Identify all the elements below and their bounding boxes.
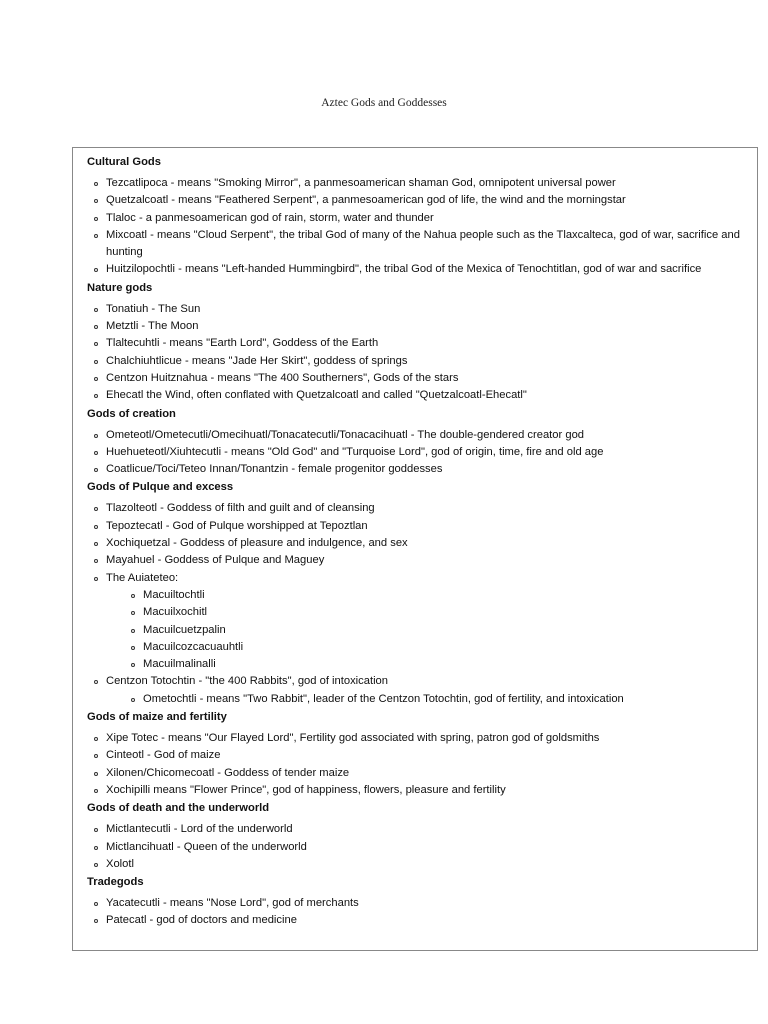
list-item-text: Xolotl — [106, 857, 134, 870]
sub-list-item — [124, 622, 751, 639]
list-item — [87, 318, 751, 335]
sub-list-item — [124, 587, 751, 604]
section-list — [87, 895, 751, 930]
list-item-text: Huehueteotl/Xiuhtecutli - means "Old God" and "Turquoise Lord", god of origin, time, fire and old age — [106, 445, 604, 458]
list-item-text: Tepoztecatl - God of Pulque worshipped at Tepoztlan — [106, 519, 368, 532]
list-item-text: Coatlicue/Toci/Teteo Innan/Tonantzin - female progenitor goddesses — [106, 463, 443, 476]
list-item — [87, 227, 751, 262]
list-item — [87, 821, 751, 838]
list-item-text: Tlaltecuhtli - means "Earth Lord", Goddess of the Earth — [106, 337, 379, 350]
list-item — [87, 518, 751, 535]
list-item-text: Ehecatl the Wind, often conflated with Quetzalcoatl and called "Quetzalcoatl-Ehecatl" — [106, 389, 527, 402]
section-heading: Gods of Pulque and excess — [87, 481, 234, 494]
list-item-text: Tlazolteotl - Goddess of filth and guilt and of cleansing — [106, 502, 375, 515]
list-item — [87, 673, 751, 708]
list-item-text: Xochipilli means "Flower Prince", god of happiness, flowers, pleasure and fertility — [106, 783, 506, 796]
section-list — [87, 301, 751, 405]
list-item-text: Metztli - The Moon — [106, 320, 199, 333]
list-item-text: Yacatecutli - means "Nose Lord", god of merchants — [106, 897, 359, 910]
list-item-text: Mayahuel - Goddess of Pulque and Maguey — [106, 554, 325, 567]
section-list — [87, 427, 751, 479]
list-item-text: Mictlantecutli - Lord of the underworld — [106, 823, 293, 836]
list-item-text: Chalchiuhtlicue - means "Jade Her Skirt", goddess of springs — [106, 354, 408, 367]
sub-list-item-text: Macuilcozcacuauhtli — [143, 640, 244, 653]
list-item-text: Huitzilopochtli - means "Left-handed Hummingbird", the tribal God of the Mexica of Tenochtitlan, god of war and sacrifice — [106, 263, 702, 276]
list-item — [87, 765, 751, 782]
section-list — [87, 175, 751, 279]
sub-list-item — [124, 604, 751, 621]
list-item-text: Patecatl - god of doctors and medicine — [106, 914, 297, 927]
list-item-text: Xipe Totec - means "Our Flayed Lord", Fertility god associated with spring, patron god of goldsmiths — [106, 732, 600, 745]
sub-list-item-text: Macuilxochitl — [143, 606, 208, 619]
list-item-text: Quetzalcoatl - means "Feathered Serpent", a panmesoamerican god of life, the wind and the morningstar — [106, 194, 626, 207]
content-box — [72, 147, 758, 951]
page-title: Aztec Gods and Goddesses — [321, 97, 447, 109]
list-item — [87, 387, 751, 404]
list-item-text: Xochiquetzal - Goddess of pleasure and indulgence, and sex — [106, 537, 408, 550]
list-item — [87, 552, 751, 569]
list-item-text: Centzon Totochtin - "the 400 Rabbits", god of intoxication — [106, 675, 389, 688]
list-item — [87, 301, 751, 318]
section-heading: Cultural Gods — [87, 156, 161, 168]
list-item-text: Centzon Huitznahua - means "The 400 Southerners", Gods of the stars — [106, 371, 459, 384]
sub-list-item-text: Macuilcuetzpalin — [143, 623, 226, 636]
list-item — [87, 461, 751, 478]
section-list — [87, 500, 751, 708]
list-item — [87, 353, 751, 370]
list-item-text: Tlaloc - a panmesoamerican god of rain, storm, water and thunder — [106, 211, 434, 224]
list-item-text: Cinteotl - God of maize — [106, 749, 221, 762]
list-item-text: Mictlancihuatl - Queen of the underworld — [106, 840, 307, 853]
section-heading: Gods of maize and fertility — [87, 711, 227, 724]
list-item — [87, 370, 751, 387]
list-item-text: Ometeotl/Ometecutli/Omecihuatl/Tonacatecutli/Tonacacihuatl - The double-gendered creator god — [106, 428, 585, 441]
list-item-text: Mixcoatl - means "Cloud Serpent", the tribal God of many of the Nahua people such as the Tlaxcalteca, god of war, sacrifice and hunting — [106, 228, 740, 259]
list-item — [87, 747, 751, 764]
sub-list-item-text: Macuiltochtli — [143, 588, 205, 601]
list-item — [87, 427, 751, 444]
section-heading: Tradegods — [87, 876, 144, 889]
list-item — [87, 730, 751, 747]
section-heading: Gods of creation — [87, 407, 176, 420]
section-list — [87, 821, 751, 873]
sub-list-item — [124, 691, 751, 708]
sub-list — [106, 691, 751, 708]
section-heading: Nature gods — [87, 281, 153, 294]
list-item — [87, 895, 751, 912]
list-item — [87, 856, 751, 873]
sub-list-item-text: Macuilmalinalli — [143, 658, 216, 671]
list-item-text: Tonatiuh - The Sun — [106, 302, 201, 315]
sub-list — [106, 587, 751, 673]
list-item — [87, 192, 751, 209]
sub-list-item — [124, 639, 751, 656]
list-item — [87, 912, 751, 929]
list-item — [87, 335, 751, 352]
sub-list-item — [124, 656, 751, 673]
list-item — [87, 444, 751, 461]
list-item — [87, 782, 751, 799]
list-item-text: Xilonen/Chicomecoatl - Goddess of tender maize — [106, 766, 350, 779]
section-list — [87, 730, 751, 799]
section-heading: Gods of death and the underworld — [87, 802, 270, 815]
list-item — [87, 570, 751, 674]
sub-list-item-text: Ometochtli - means "Two Rabbit", leader of the Centzon Totochtin, god of fertility, and intoxication — [143, 692, 624, 705]
list-item — [87, 261, 751, 278]
list-item-text: The Auiateteo: — [106, 571, 179, 584]
list-item — [87, 535, 751, 552]
list-item — [87, 210, 751, 227]
list-item — [87, 839, 751, 856]
list-item — [87, 500, 751, 517]
list-item — [87, 175, 751, 192]
list-item-text: Tezcatlipoca - means "Smoking Mirror", a panmesoamerican shaman God, omnipotent universal power — [106, 177, 616, 189]
